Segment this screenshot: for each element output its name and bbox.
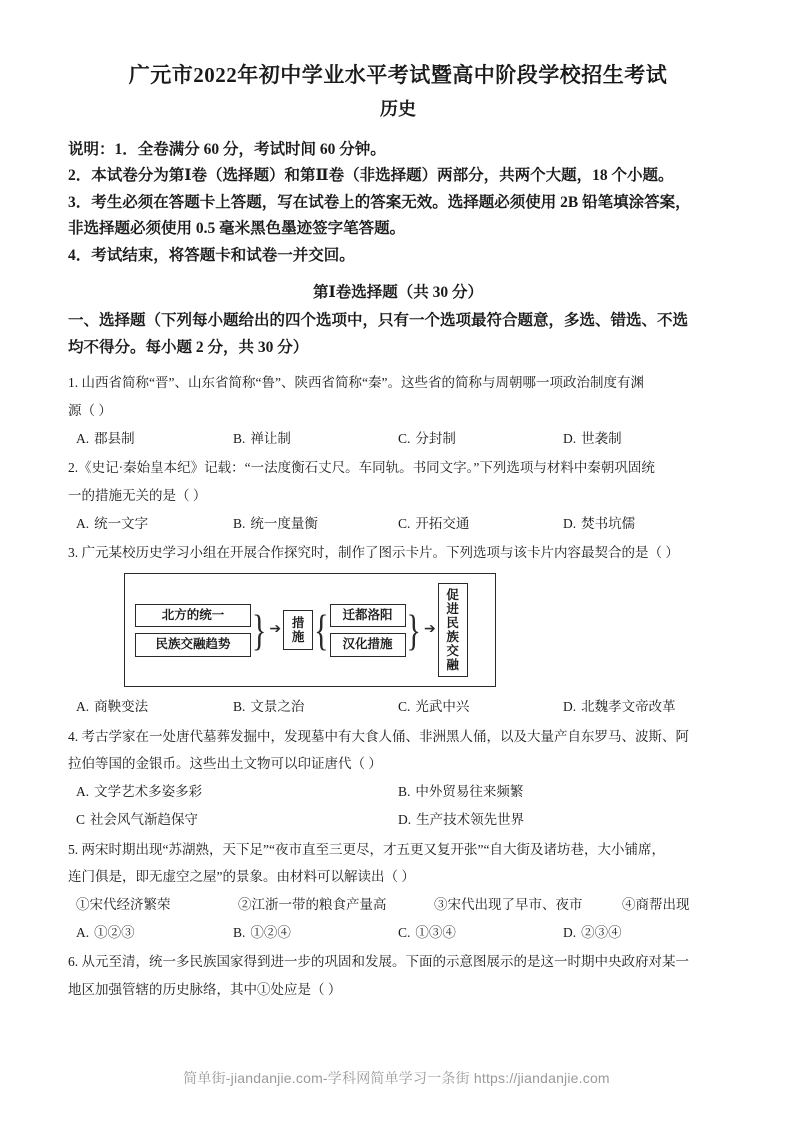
question-1-option-a[interactable] xyxy=(68,425,233,453)
question-2-options xyxy=(68,510,728,538)
option-text: 生产技术领先世界 xyxy=(416,811,525,827)
question-4-stem-line-1: 4. 考古学家在一处唐代墓葬发掘中，发现墓中有大食人俑、非洲黑人俑，以及大量产自东罗马、波斯、阿 xyxy=(68,728,689,744)
option-mark: A. xyxy=(76,784,90,800)
instruction-line-4: 非选择题必须使用 0.5 毫米黑色墨迹签字笔答题。 xyxy=(68,220,406,238)
question-3-option-d[interactable] xyxy=(563,693,728,721)
question-4-option-d[interactable] xyxy=(398,806,728,834)
option-mark: C. xyxy=(398,699,411,715)
question-5-options xyxy=(68,919,728,947)
question-3-flow-diagram xyxy=(124,573,496,687)
question-6-stem-line-2: 地区加强管辖的历史脉络，其中①处应是（ ） xyxy=(68,981,342,997)
option-text: 统一度量衡 xyxy=(250,515,318,531)
part-one-lead xyxy=(68,308,728,361)
brace-icon-middle: { xyxy=(314,606,329,655)
option-mark: D. xyxy=(563,430,577,446)
brace-icon-left: } xyxy=(252,606,267,655)
page-content xyxy=(68,60,728,1006)
question-4-stem-line-2: 拉伯等国的金银币。这些出土文物可以印证唐代（ ） xyxy=(68,756,382,772)
arrow-right-icon-2: ➔ xyxy=(423,622,436,638)
question-2-option-b[interactable] xyxy=(233,510,398,538)
option-mark: D. xyxy=(563,699,577,715)
option-text: 禅让制 xyxy=(250,430,291,446)
question-2 xyxy=(68,454,728,537)
question-3-stem-line-1: 3. 广元某校历史学习小组在开展合作探究时，制作了图示卡片。下列选项与该卡片内容最契合的是（ ） xyxy=(68,545,679,561)
flow-box-middle xyxy=(283,610,313,650)
option-text: 世袭制 xyxy=(581,430,622,446)
option-text: 社会风气渐趋保守 xyxy=(90,811,199,827)
flow-right-stack xyxy=(330,604,406,657)
question-4-option-a[interactable] xyxy=(68,778,398,806)
option-text: ①②④ xyxy=(250,924,291,940)
instruction-line-2: 2．本试卷分为第Ⅰ卷（选择题）和第Ⅱ卷（非选择题）两部分，共两个大题，18 个小题。 xyxy=(68,167,674,185)
question-2-stem-line-1: 2.《史记·秦始皇本纪》记载：“一法度衡石丈尺。车同轨。书同文字。”下列选项与材料中秦朝巩固统 xyxy=(68,460,655,476)
question-5-statement-2: ②江浙一带的粮食产量高 xyxy=(238,896,387,912)
part-one-lead-line-1: 一、选择题（下列每小题给出的四个选项中，只有一个选项最符合题意，多选、错选、不选 xyxy=(68,312,689,330)
question-1 xyxy=(68,369,728,452)
question-5-option-c[interactable] xyxy=(398,919,563,947)
question-4-options-row-2 xyxy=(68,806,728,834)
question-1-option-c[interactable] xyxy=(398,425,563,453)
question-4 xyxy=(68,723,728,834)
question-3-options xyxy=(68,693,728,721)
question-5-statement-4: ④商帮出现 xyxy=(622,896,690,912)
question-6-stem-line-1: 6. 从元至清，统一多民族国家得到进一步的巩固和发展。下面的示意图展示的是这一时期中央政府对某一 xyxy=(68,954,689,970)
section-heading: 第Ⅰ卷选择题（共 30 分） xyxy=(312,283,483,301)
option-mark: C xyxy=(76,811,86,827)
option-mark: C. xyxy=(398,924,411,940)
question-2-option-d[interactable] xyxy=(563,510,728,538)
option-mark: B. xyxy=(233,924,246,940)
question-2-option-c[interactable] xyxy=(398,510,563,538)
option-mark: B. xyxy=(398,784,411,800)
option-mark: A. xyxy=(76,515,90,531)
footer-watermark: 简单街-jiandanjie.com-学科网简单学习一条街 https://jiandanjie.com xyxy=(183,1070,610,1086)
instruction-line-3: 3．考生必须在答题卡上答题，写在试卷上的答案无效。选择题必须使用 2B 铅笔填涂答案， xyxy=(68,193,691,211)
question-1-option-d[interactable] xyxy=(563,425,728,453)
arrow-right-icon-1: ➔ xyxy=(269,622,282,638)
instruction-line-1: 说明：1．全卷满分 60 分，考试时间 60 分钟。 xyxy=(68,140,386,158)
option-mark: D. xyxy=(563,515,577,531)
question-3 xyxy=(68,539,728,720)
flow-left-stack xyxy=(135,604,251,657)
option-text: 北魏孝文帝改革 xyxy=(581,699,676,715)
option-text: 分封制 xyxy=(415,430,456,446)
question-5-option-d[interactable] xyxy=(563,919,728,947)
flow-box-right-bottom: 汉化措施 xyxy=(330,633,406,657)
part-one-lead-line-2: 均不得分。每小题 2 分，共 30 分） xyxy=(68,338,309,356)
question-4-option-c[interactable] xyxy=(68,806,398,834)
question-3-option-b[interactable] xyxy=(233,693,398,721)
question-1-stem-line-2: 源（ ） xyxy=(68,403,112,419)
option-text: 郡县制 xyxy=(94,430,135,446)
option-mark: A. xyxy=(76,924,90,940)
option-text: 光武中兴 xyxy=(415,699,470,715)
question-5-stem-line-2: 连门俱是，即无虚空之屋”的景象。由材料可以解读出（ ） xyxy=(68,869,415,885)
option-mark: B. xyxy=(233,430,246,446)
option-text: 文学艺术多姿多彩 xyxy=(94,784,203,800)
question-5-statement-3: ③宋代出现了早市、夜市 xyxy=(434,896,583,912)
question-1-stem-line-1: 1. 山西省简称“晋”、山东省简称“鲁”、陕西省简称“秦”。这些省的简称与周朝哪一项政治制度有渊 xyxy=(68,375,644,391)
question-2-stem-line-2: 一的措施无关的是（ ） xyxy=(68,488,207,504)
flow-container xyxy=(135,583,487,677)
option-text: ①②③ xyxy=(94,924,135,940)
question-3-option-c[interactable] xyxy=(398,693,563,721)
option-text: 商鞅变法 xyxy=(94,699,149,715)
flow-box-result xyxy=(438,583,468,677)
flow-box-result-label: 促进民族交融 xyxy=(446,588,459,673)
flow-box-right-top: 迁都洛阳 xyxy=(330,604,406,628)
question-1-option-b[interactable] xyxy=(233,425,398,453)
flow-box-left-top: 北方的统一 xyxy=(135,604,251,628)
question-4-options-row-1 xyxy=(68,778,728,806)
instruction-line-5: 4．考试结束，将答题卡和试卷一并交回。 xyxy=(68,247,355,265)
option-text: ②③④ xyxy=(581,924,622,940)
subject-title: 历史 xyxy=(380,98,416,119)
page-title: 广元市2022年初中学业水平考试暨高中阶段学校招生考试 xyxy=(128,63,668,87)
option-text: ①③④ xyxy=(415,924,456,940)
option-mark: C. xyxy=(398,430,411,446)
question-6 xyxy=(68,948,728,1003)
option-mark: A. xyxy=(76,699,90,715)
option-text: 中外贸易往来频繁 xyxy=(415,784,524,800)
option-text: 开拓交通 xyxy=(415,515,470,531)
question-1-options xyxy=(68,425,728,453)
option-mark: D. xyxy=(563,924,577,940)
question-5-statement-1: ①宋代经济繁荣 xyxy=(76,896,171,912)
instructions-block xyxy=(68,137,728,270)
question-5-option-a[interactable] xyxy=(68,919,233,947)
option-text: 统一文字 xyxy=(94,515,149,531)
option-text: 焚书坑儒 xyxy=(581,515,636,531)
question-2-option-a[interactable] xyxy=(68,510,233,538)
option-mark: D. xyxy=(398,811,412,827)
option-text: 文景之治 xyxy=(250,699,305,715)
flow-box-middle-label: 措施 xyxy=(291,616,305,645)
option-mark: B. xyxy=(233,699,246,715)
question-5-option-b[interactable] xyxy=(233,919,398,947)
option-mark: C. xyxy=(398,515,411,531)
question-3-option-a[interactable] xyxy=(68,693,233,721)
option-mark: A. xyxy=(76,430,90,446)
question-5-stem-line-1: 5. 两宋时期出现“苏湖熟，天下足”“夜市直至三更尽，才五更又复开张”“自大街及诸坊巷，大小铺席， xyxy=(68,841,665,857)
flow-box-left-bottom: 民族交融趋势 xyxy=(135,633,251,657)
brace-icon-right: } xyxy=(406,606,421,655)
question-5 xyxy=(68,836,728,947)
question-5-statements xyxy=(68,891,728,919)
question-4-option-b[interactable] xyxy=(398,778,728,806)
option-mark: B. xyxy=(233,515,246,531)
